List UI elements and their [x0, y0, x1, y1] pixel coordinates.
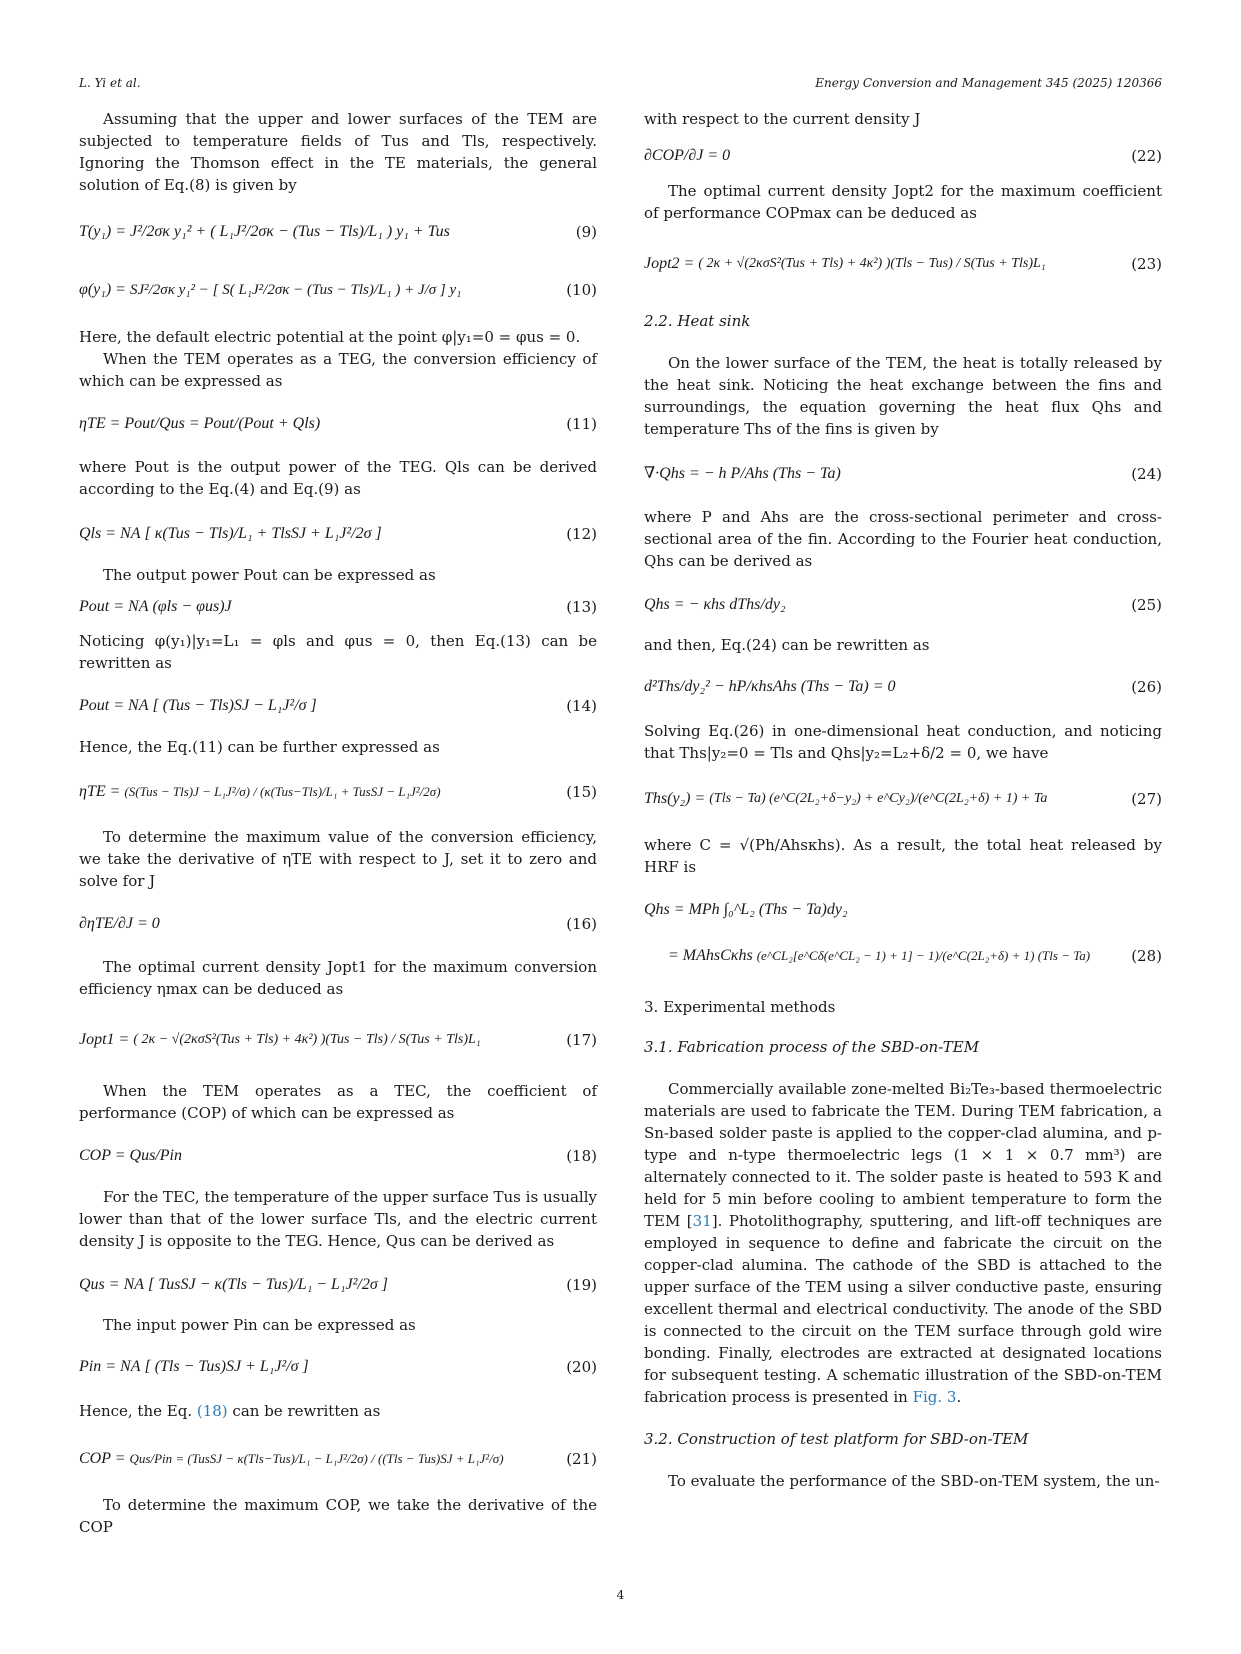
paragraph: Assuming that the upper and lower surfaces of the TEM are subjected to temperature fields of Tus and Tls, respectively. Ignoring the Thomson effect in the TE materials, the general solution of Eq.(8) is given by — [79, 110, 597, 194]
paragraph: Hence, the Eq.(11) can be further expressed as — [79, 738, 440, 756]
running-header-journal: Energy Conversion and Management 345 (2025) 120366 — [815, 76, 1162, 90]
equation-12: Qls = NA [ κ(Tus − Tls)/L₁ + TlsSJ + L₁J²/2σ ] (12) — [79, 525, 597, 543]
equation-23: Jopt2 = ( 2κ + √(2κσS²(Tus + Tls) + 4κ²) )(Tls − Tus) / S(Tus + Tls)L₁ (23) — [644, 255, 1162, 273]
section-heading: 2.2. Heat sink — [644, 312, 751, 330]
equation-body: Pout/Qus = Pout/(Pout + Qls) — [124, 415, 321, 432]
paragraph: Hence, the Eq. (18) can be rewritten as — [79, 1402, 381, 1420]
equation-28-line-2: = MAhsCκhs (e^CL₂[e^Cδ(e^CL₂ − 1) + 1] − 1)/(e^C(2L₂+δ) + 1) (Tls − Ta) (28) — [668, 947, 1162, 965]
paragraph: Noticing φ(y₁)|y₁=L₁ = φls and φus = 0, then Eq.(13) can be rewritten as — [79, 632, 597, 672]
equation-27: Ths(y₂) = (Tls − Ta) (e^C(2L₂+δ−y₂) + e^Cy₂)/(e^C(2L₂+δ) + 1) + Ta (27) — [644, 790, 1162, 808]
equation-19: Qus = NA [ TusSJ − κ(Tls − Tus)/L₁ − L₁J²/2σ ] (19) — [79, 1276, 597, 1294]
subsection-heading: 3.2. Construction of test platform for SBD-on-TEM — [644, 1430, 1029, 1448]
paragraph: The optimal current density Jopt1 for the maximum conversion efficiency ηmax can be deduced as — [79, 958, 597, 998]
paragraph: To evaluate the performance of the SBD-on-TEM system, the un- — [668, 1472, 1160, 1490]
paragraph: Commercially available zone-melted Bi₂Te₃-based thermoelectric materials are used to fabricate the TEM. During TEM fabrication, a Sn-based solder paste is applied to the copper-clad alumina, and p-type and n-type thermoelectric legs (1 × 1 × 0.7 mm³) are alternately connected to it. The solder paste is heated to 593 K and held for 5 min before cooling to ambient temperature to form the TEM [31]. Photolithography, sputtering, and lift-off techniques are employed in sequence to define and fabricate the circuit on the copper-clad alumina. The cathode of the SBD is attached to the upper surface of the TEM using a silver conductive paste, ensuring excellent thermal and electrical conductivity. The anode of the SBD is connected to the circuit on the TEM surface through gold wire bonding. Finally, electrodes are extracted at designated locations for subsequent testing. A schematic illustration of the SBD-on-TEM fabrication process is presented in Fig. 3. — [644, 1080, 1162, 1406]
equation-21: COP = Qus/Pin = (TusSJ − κ(Tls−Tus)/L₁ − L₁J²/2σ) / ((Tls − Tus)SJ + L₁J²/σ) (21) — [79, 1450, 597, 1468]
equation-body: [ (Tus − Tls)SJ − L₁J²/σ ] — [152, 697, 317, 714]
paragraph: For the TEC, the temperature of the upper surface Tus is usually lower than that of the lower surface Tls, and the electric current density J is opposite to the TEG. Hence, Qus can be derived as — [79, 1188, 597, 1250]
paragraph: To determine the maximum COP, we take the derivative of the COP — [79, 1496, 597, 1536]
paragraph: where P and Ahs are the cross-sectional perimeter and cross-sectional area of the fin. According to the Fourier heat conduction, Qhs can be derived as — [644, 508, 1162, 570]
equation-body: Qus/Pin = (TusSJ − κ(Tls−Tus)/L₁ − L₁J²/2σ) / ((Tls − Tus)SJ + L₁J²/σ) — [129, 1451, 504, 1466]
paragraph: The input power Pin can be expressed as — [103, 1316, 416, 1334]
left-column — [79, 108, 597, 1538]
equation-16: ∂ηTE/∂J = 0 (16) — [79, 915, 597, 933]
paragraph: The output power Pout can be expressed as — [103, 566, 436, 584]
equation-body: [ TusSJ − κ(Tls − Tus)/L₁ − L₁J²/2σ ] — [148, 1276, 388, 1293]
equation-22: ∂COP/∂J = 0 (22) — [644, 147, 1162, 165]
paragraph: When the TEM operates as a TEC, the coefficient of performance (COP) of which can be expressed as — [79, 1082, 597, 1122]
equation-body: [ (Tls − Tus)SJ + L₁J²/σ ] — [144, 1358, 309, 1375]
equation-body: J²/2σκ y₁² + ( L₁J²/2σκ − (Tus − Tls)/L₁ ) y₁ + Tus — [130, 223, 450, 240]
section-heading: 3. Experimental methods — [644, 998, 836, 1016]
figure-ref-link[interactable]: Fig. 3 — [912, 1388, 957, 1406]
equation-body: (Tls − Ta) (e^C(2L₂+δ−y₂) + e^Cy₂)/(e^C(2L₂+δ) + 1) + Ta — [709, 791, 1048, 806]
equation-10: φ(y₁) = SJ²/2σκ y₁² − [ S( L₁J²/2σκ − (Tus − Tls)/L₁ ) + J/σ ] y₁ (10) — [79, 281, 597, 299]
paragraph: where C = √(Ph/Ahsκhs). As a result, the total heat released by HRF is — [644, 836, 1162, 876]
citation-link[interactable]: 31 — [692, 1212, 712, 1230]
equation-body: − h P/Ahs (Ths − Ta) — [703, 465, 841, 482]
equation-14: Pout = NA [ (Tus − Tls)SJ − L₁J²/σ ] (14) — [79, 697, 597, 715]
paragraph: where Pout is the output power of the TEG. Qls can be derived according to the Eq.(4) and Eq.(9) as — [79, 458, 597, 498]
equation-20: Pin = NA [ (Tls − Tus)SJ + L₁J²/σ ] (20) — [79, 1358, 597, 1376]
equation-body: (φls − φus)J — [152, 598, 232, 615]
equation-24: ∇·Qhs = − h P/Ahs (Ths − Ta) (24) — [644, 465, 1162, 483]
equation-15: ηTE = (S(Tus − Tls)J − L₁J²/σ) / (κ(Tus−Tls)/L₁ + TusSJ − L₁J²/2σ) (15) — [79, 783, 597, 801]
equation-25: Qhs = − κhs dThs/dy₂ (25) — [644, 596, 1162, 614]
paragraph: To determine the maximum value of the conversion efficiency, we take the derivative of ηTE with respect to J, set it to zero and solve for J — [79, 828, 597, 890]
equation-26: d²Ths/dy₂² − hP/κhsAhs (Ths − Ta) = 0 (26) — [644, 678, 1162, 696]
running-header-authors: L. Yi et al. — [79, 76, 141, 90]
paragraph: When the TEM operates as a TEG, the conversion efficiency of which can be expressed as — [79, 350, 597, 390]
page-number: 4 — [616, 1588, 625, 1602]
equation-body: (e^CL₂[e^Cδ(e^CL₂ − 1) + 1] − 1)/(e^C(2L₂+δ) + 1) (Tls − Ta) — [756, 948, 1091, 963]
equation-body: ( 2κ + √(2κσS²(Tus + Tls) + 4κ²) )(Tls − Tus) / S(Tus + Tls)L₁ — [698, 256, 1046, 271]
paragraph: Solving Eq.(26) in one-dimensional heat conduction, and noticing that Ths|y₂=0 = Tls and Qhs|y₂=L₂+δ/2 = 0, we have — [644, 722, 1162, 762]
equation-body: ∂ηTE/∂J = 0 — [79, 915, 160, 932]
right-column — [644, 108, 1162, 1492]
equation-body: hP/κhsAhs (Ths − Ta) = 0 — [728, 678, 896, 695]
equation-body: [ κ(Tus − Tls)/L₁ + TlsSJ + L₁J²/2σ ] — [144, 525, 382, 542]
equation-body: Qus/Pin — [129, 1147, 182, 1164]
equation-18: COP = Qus/Pin (18) — [79, 1147, 597, 1165]
equation-body: ∫₀^L₂ (Ths − Ta)dy₂ — [723, 901, 848, 918]
paragraph: with respect to the current density J — [644, 110, 921, 128]
subsection-heading: 3.1. Fabrication process of the SBD-on-TEM — [644, 1038, 980, 1056]
equation-body: SJ²/2σκ y₁² − [ S( L₁J²/2σκ − (Tus − Tls)/L₁ ) + J/σ ] y₁ — [129, 282, 462, 298]
equation-28-line-1: Qhs = MPh ∫₀^L₂ (Ths − Ta)dy₂ — [644, 890, 1162, 930]
paragraph: The optimal current density Jopt2 for the maximum coefficient of performance COPmax can be deduced as — [644, 182, 1162, 222]
equation-17: Jopt1 = ( 2κ − √(2κσS²(Tus + Tls) + 4κ²) )(Tus − Tls) / S(Tus + Tls)L₁ (17) — [79, 1031, 597, 1049]
equation-ref-link[interactable]: (18) — [196, 1402, 228, 1420]
equation-body: (S(Tus − Tls)J − L₁J²/σ) / (κ(Tus−Tls)/L₁ + TusSJ − L₁J²/2σ) — [124, 784, 441, 799]
equation-11: ηTE = Pout/Qus = Pout/(Pout + Qls) (11) — [79, 415, 597, 433]
equation-9: T(y₁) = J²/2σκ y₁² + ( L₁J²/2σκ − (Tus − Tls)/L₁ ) y₁ + Tus (9) — [79, 223, 597, 241]
paragraph: and then, Eq.(24) can be rewritten as — [644, 636, 930, 654]
equation-13: Pout = NA (φls − φus)J (13) — [79, 598, 597, 616]
equation-body: − κhs dThs/dy₂ — [688, 596, 786, 613]
paragraph: On the lower surface of the TEM, the heat is totally released by the heat sink. Noticing the heat exchange between the fins and surroundings, the equation governing the heat flux Qhs and temperature Ths of the fins is given by — [644, 354, 1162, 438]
equation-body: ( 2κ − √(2κσS²(Tus + Tls) + 4κ²) )(Tus − Tls) / S(Tus + Tls)L₁ — [133, 1032, 481, 1047]
equation-body: ∂COP/∂J = 0 — [644, 147, 731, 164]
paragraph: Here, the default electric potential at the point φ|y₁=0 = φus = 0. — [79, 328, 581, 346]
